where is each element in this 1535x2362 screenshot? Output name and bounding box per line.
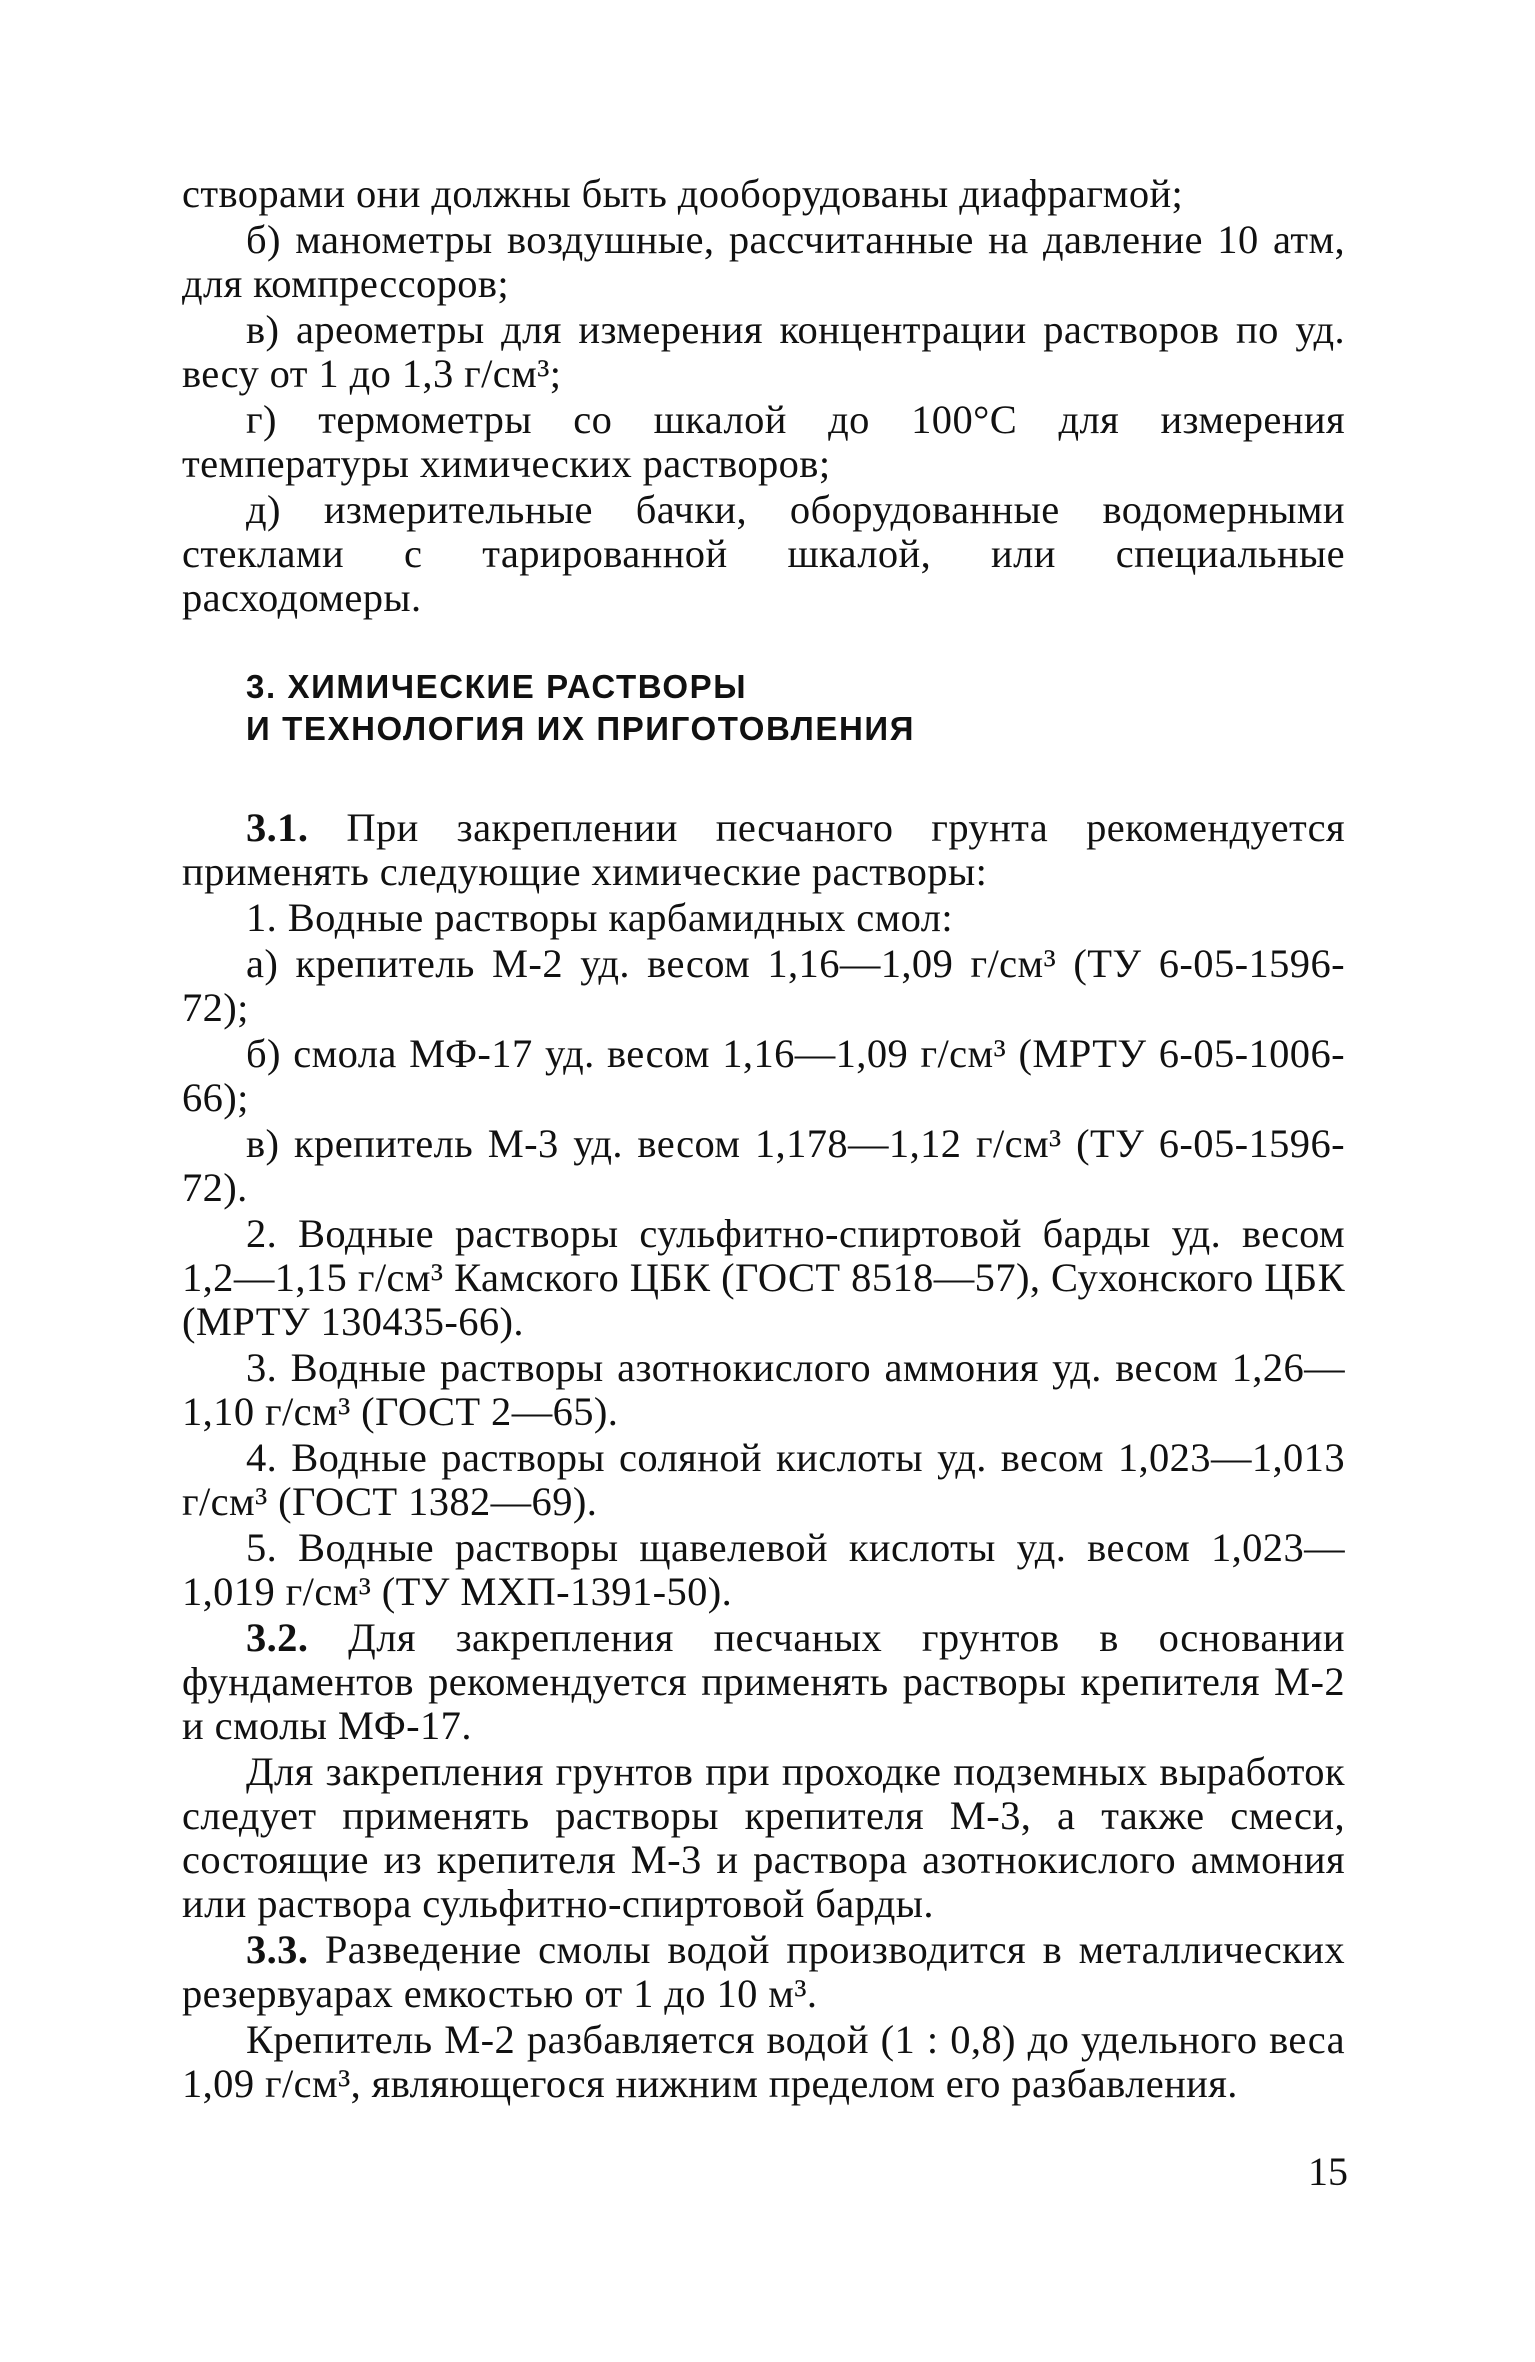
section-heading	[246, 666, 1345, 750]
section-heading-line-1: 3. ХИМИЧЕСКИЕ РАСТВОРЫ	[246, 668, 748, 705]
list-item: 2. Водные растворы сульфитно-спиртовой барды уд. весом 1,2—1,15 г/см³ Камского ЦБК (ГОСТ 8518—57), Сухонского ЦБК (МРТУ 130435-66).	[182, 1211, 1345, 1344]
paragraph: Для закрепления грунтов при проходке подземных выработок следует применять растворы крепителя М-3, а также смеси, состоящие из крепителя М-3 и раствора азотнокислого аммония или раствора сульфитно-спиртовой барды.	[182, 1749, 1345, 1926]
clause-number: 3.1.	[246, 805, 309, 850]
list-item: в) крепитель М-3 уд. весом 1,178—1,12 г/см³ (ТУ 6-05-1596-72).	[182, 1121, 1345, 1210]
paragraph-item-b: б) манометры воздушные, рассчитанные на давление 10 атм, для компрессоров;	[182, 217, 1345, 306]
paragraph-3-2	[182, 1616, 1345, 1748]
clause-text: При закреплении песчаного грунта рекомендуется применять следующие химические растворы:	[182, 805, 1345, 894]
list-item: а) крепитель М-2 уд. весом 1,16—1,09 г/см³ (ТУ 6-05-1596-72);	[182, 941, 1345, 1030]
paragraph-3-1	[182, 806, 1345, 894]
list-item: 1. Водные растворы карбамидных смол:	[246, 895, 953, 940]
paragraph: Крепитель М-2 разбавляется водой (1 : 0,8) до удельного веса 1,09 г/см³, являющегося нижним пределом его разбавления.	[182, 2017, 1345, 2106]
paragraph-continuation: створами они должны быть дооборудованы диафрагмой;	[182, 171, 1184, 216]
paragraph-item-d: д) измерительные бачки, оборудованные водомерными стеклами с тарированной шкалой, или специальные расходомеры.	[182, 487, 1345, 620]
paragraph-item-v: в) ареометры для измерения концентрации растворов по уд. весу от 1 до 1,3 г/см³;	[182, 307, 1345, 396]
list-item: 4. Водные растворы соляной кислоты уд. весом 1,023—1,013 г/см³ (ГОСТ 1382—69).	[182, 1435, 1345, 1524]
clause-text: Для закрепления песчаных грунтов в основании фундаментов рекомендуется применять растворы крепителя М-2 и смолы МФ-17.	[182, 1615, 1345, 1748]
clause-number: 3.2.	[246, 1615, 309, 1660]
paragraph-item-g: г) термометры со шкалой до 100°С для измерения температуры химических растворов;	[182, 397, 1345, 486]
paragraph-3-3	[182, 1928, 1345, 2016]
list-item: б) смола МФ-17 уд. весом 1,16—1,09 г/см³ (МРТУ 6-05-1006-66);	[182, 1031, 1345, 1120]
section-heading-line-2: И ТЕХНОЛОГИЯ ИХ ПРИГОТОВЛЕНИЯ	[246, 710, 916, 747]
page-number: 15	[1308, 2149, 1348, 2194]
list-item: 5. Водные растворы щавелевой кислоты уд. весом 1,023—1,019 г/см³ (ТУ МХП-1391-50).	[182, 1525, 1345, 1614]
list-item: 3. Водные растворы азотнокислого аммония уд. весом 1,26—1,10 г/см³ (ГОСТ 2—65).	[182, 1345, 1345, 1434]
clause-text: Разведение смолы водой производится в металлических резервуарах емкостью от 1 до 10 м³.	[182, 1927, 1345, 2016]
clause-number: 3.3.	[246, 1927, 309, 1972]
body-text	[182, 172, 1345, 2108]
